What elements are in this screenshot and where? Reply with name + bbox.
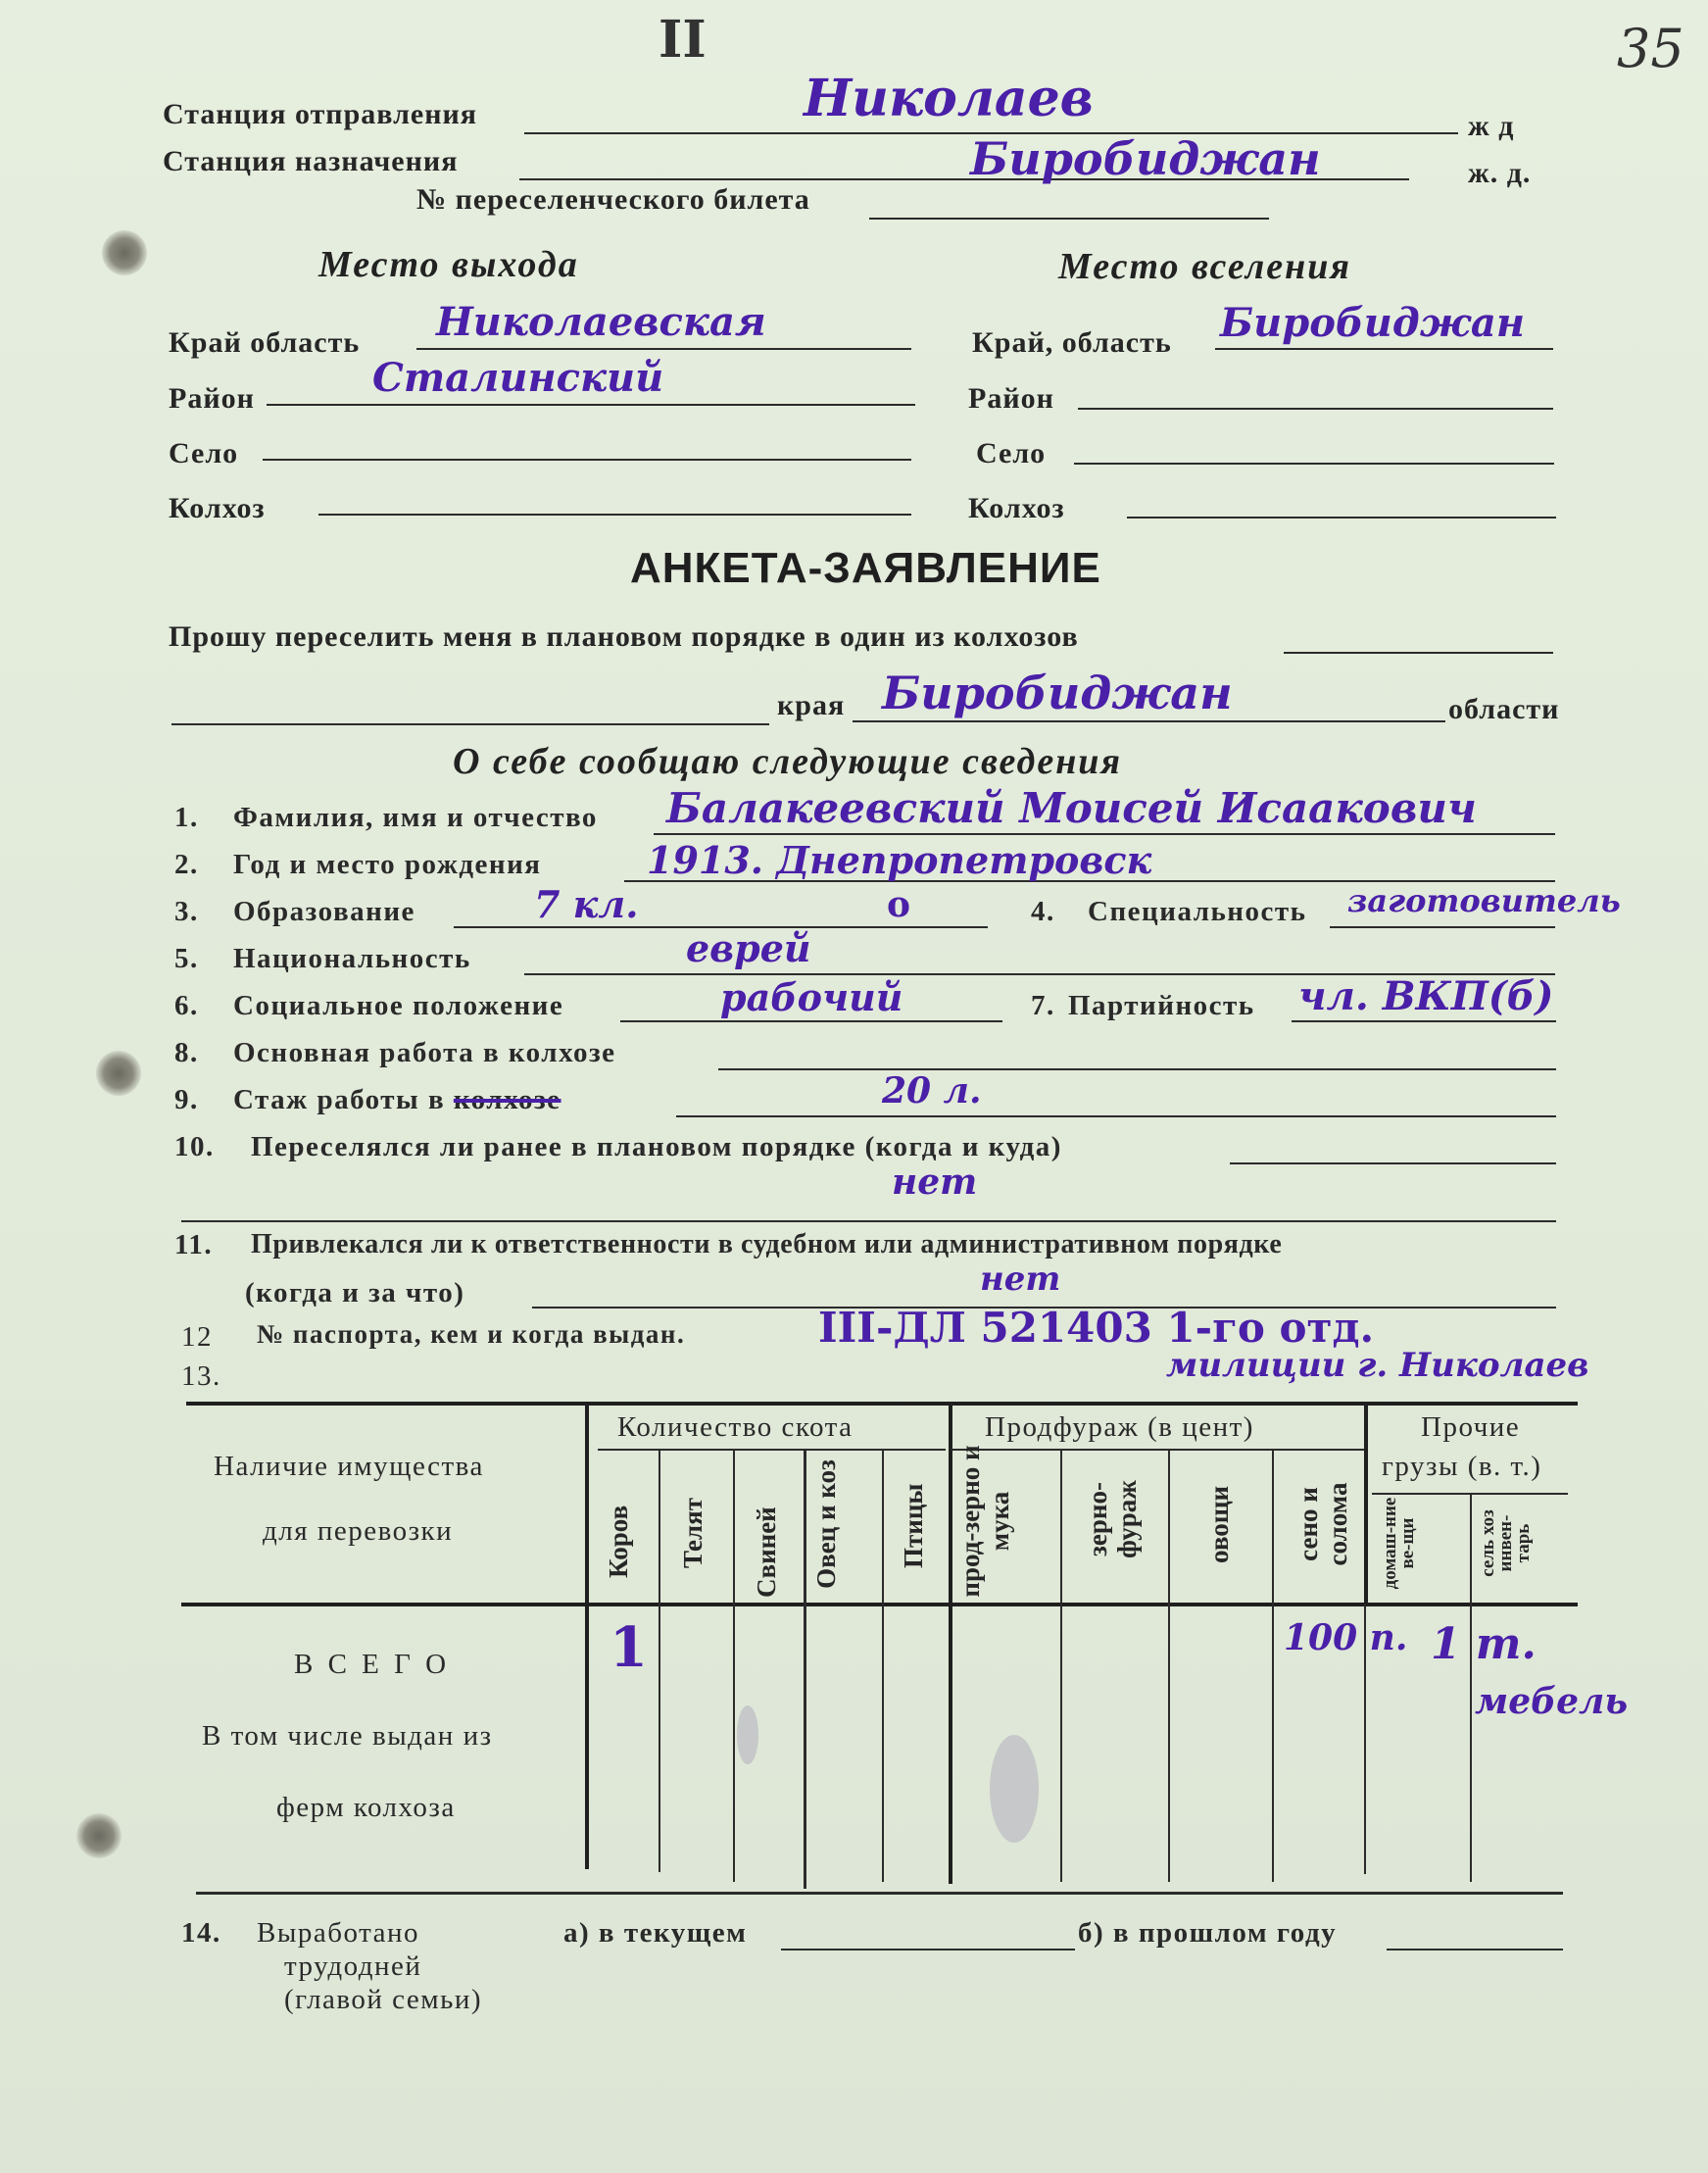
- origin-region-line: [416, 348, 911, 350]
- field-8-line: [718, 1068, 1556, 1070]
- field-9-label: [233, 1084, 561, 1116]
- destination-kolkhoz-line: [1127, 517, 1556, 519]
- field-3-label: Образование: [233, 896, 415, 927]
- field-10-line-2: [181, 1220, 1556, 1222]
- destination-region-label: Край, область: [972, 326, 1172, 359]
- field-9-line: [676, 1115, 1556, 1117]
- row-issued-label-1: В том числе выдан из: [202, 1720, 493, 1752]
- field-3-number: 3.: [174, 896, 199, 927]
- col-label-household: домаш-ние ве-щи: [1380, 1497, 1418, 1590]
- col-div-4: [882, 1451, 884, 1882]
- col-div-2: [733, 1451, 735, 1882]
- col-label-vegetables: овощи: [1204, 1485, 1234, 1563]
- field-1-label: Фамилия, имя и отчество: [233, 802, 598, 833]
- field-12-label: № паспорта, кем и когда выдан.: [257, 1319, 686, 1349]
- destination-village-line: [1074, 463, 1554, 465]
- field-3-extra: о: [887, 884, 911, 925]
- field-7-line: [1292, 1020, 1556, 1022]
- oblast-line: [853, 720, 1445, 722]
- col-label-hay: сено и солома: [1293, 1482, 1352, 1566]
- field-7-value: чл. ВКП(б): [1298, 973, 1554, 1019]
- field-6-line: [620, 1020, 1002, 1022]
- col-label-calves: Телят: [678, 1498, 708, 1568]
- punch-hole-2: [96, 1051, 141, 1096]
- ink-stain-2: [737, 1705, 758, 1764]
- kraya-label: края: [777, 689, 846, 721]
- field-9-label-a: Стаж работы в: [233, 1084, 446, 1115]
- field-10-number: 10.: [174, 1131, 215, 1162]
- col-label-poultry: Птицы: [899, 1483, 928, 1568]
- field-1-line: [654, 833, 1555, 835]
- table-divider-feed: [1364, 1404, 1368, 1603]
- field-2-number: 2.: [174, 849, 199, 880]
- destination-kolkhoz-label: Колхоз: [968, 492, 1065, 524]
- table-left-header-2: для перевозки: [263, 1515, 454, 1547]
- col-div-1: [659, 1451, 660, 1872]
- value-household: 1 т.: [1431, 1619, 1537, 1669]
- table-divider-left-body: [585, 1605, 589, 1869]
- origin-kolkhoz-line: [318, 514, 911, 516]
- field-1-number: 1.: [174, 802, 199, 833]
- field-10-line: [1230, 1162, 1556, 1164]
- punch-hole-3: [76, 1813, 122, 1858]
- footer-last-label: б) в прошлом году: [1078, 1917, 1338, 1949]
- footer-label-2: трудодней: [284, 1951, 422, 1982]
- form-title: АНКЕТА-ЗАЯВЛЕНИЕ: [630, 544, 1101, 592]
- field-9-label-b: колхозе: [453, 1084, 561, 1115]
- departure-station-label: Станция отправления: [163, 98, 478, 130]
- page-number: 35: [1617, 18, 1684, 79]
- row-total-label: В С Е Г О: [294, 1649, 451, 1680]
- table-bottom-border: [196, 1892, 1563, 1895]
- field-6-label: Социальное положение: [233, 990, 564, 1021]
- origin-heading: Место выхода: [318, 244, 579, 285]
- destination-heading: Место вселения: [1058, 246, 1351, 287]
- field-5-value: еврей: [686, 926, 811, 970]
- field-4-value: заготовитель: [1347, 882, 1621, 919]
- field-8-number: 8.: [174, 1037, 199, 1068]
- field-12-number: 12: [181, 1321, 213, 1353]
- col-label-fodder: зерно-фураж: [1083, 1480, 1142, 1558]
- field-6-value: рабочий: [720, 975, 903, 1019]
- col-div-3: [804, 1451, 806, 1889]
- destination-village-label: Село: [976, 437, 1047, 469]
- footer-current-line: [781, 1949, 1075, 1951]
- kraya-line: [171, 723, 769, 725]
- table-divider-left: [585, 1404, 589, 1603]
- col-div-8: [1470, 1495, 1472, 1882]
- field-9-value: 20 л.: [882, 1070, 982, 1111]
- group-other-1: Прочие: [1421, 1411, 1521, 1443]
- destination-district-label: Район: [968, 382, 1054, 415]
- col-label-pigs: Свиней: [752, 1506, 781, 1598]
- oblast-label: области: [1448, 693, 1560, 725]
- group-feed: Продфураж (в цент): [985, 1411, 1254, 1443]
- field-4-line: [1330, 926, 1555, 928]
- ink-stain-1: [990, 1735, 1039, 1843]
- col-div-6: [1168, 1451, 1170, 1882]
- request-line: [1284, 652, 1553, 654]
- group-livestock-line: [598, 1449, 946, 1451]
- roman-marker: II: [659, 10, 707, 70]
- footer-current-label: а) в текущем: [563, 1917, 748, 1949]
- field-7-number: 7.: [1031, 990, 1055, 1021]
- value-hay: 100 п.: [1284, 1617, 1408, 1658]
- col-div-5: [1060, 1451, 1062, 1882]
- footer-number: 14.: [181, 1917, 221, 1949]
- field-2-value: 1913. Днепропетровск: [647, 838, 1152, 882]
- col-label-inventory: сель хоз инвен-тарь: [1478, 1509, 1534, 1577]
- ticket-line: [869, 218, 1269, 220]
- field-2-label: Год и место рождения: [233, 849, 542, 880]
- row-issued-label-2: ферм колхоза: [276, 1792, 456, 1823]
- col-label-grain: прод-зерно и мука: [955, 1445, 1014, 1598]
- value-cows: 1: [610, 1615, 648, 1680]
- destination-station-label: Станция назначения: [163, 145, 459, 177]
- rail-label-2: ж. д.: [1468, 157, 1532, 189]
- origin-kolkhoz-label: Колхоз: [169, 492, 266, 524]
- field-10-label: Переселялся ли ранее в плановом порядке (когда и куда): [251, 1131, 1062, 1162]
- origin-village-line: [263, 459, 911, 461]
- origin-district-label: Район: [169, 382, 255, 415]
- field-10-value: нет: [892, 1161, 978, 1203]
- rail-label-1: ж д: [1468, 110, 1515, 142]
- field-4-number: 4.: [1031, 896, 1055, 927]
- col-label-sheep: Овец и коз: [811, 1459, 841, 1589]
- table-divider-livestock: [949, 1404, 952, 1884]
- field-7-label: Партийность: [1068, 990, 1255, 1021]
- destination-region-value: Биробиджан: [1220, 300, 1525, 346]
- col-label-cows: Коров: [604, 1505, 633, 1578]
- origin-region-value: Николаевская: [436, 299, 766, 345]
- punch-hole-1: [102, 230, 147, 275]
- field-3-value: 7 кл.: [534, 882, 639, 926]
- destination-district-line: [1078, 408, 1553, 410]
- field-11-label: Привлекался ли к ответственности в судебном или административном порядке: [251, 1229, 1283, 1259]
- field-8-label: Основная работа в колхозе: [233, 1037, 616, 1068]
- field-12-value: III-ДЛ 521403 1-го отд.: [818, 1304, 1375, 1352]
- footer-last-line: [1387, 1949, 1563, 1951]
- footer-label-1: Выработано: [257, 1917, 419, 1949]
- departure-station-value: Николаев: [804, 69, 1094, 128]
- field-5-number: 5.: [174, 943, 199, 974]
- origin-district-line: [267, 404, 915, 406]
- field-11-number: 11.: [174, 1229, 214, 1260]
- oblast-value: Биробиджан: [882, 667, 1233, 719]
- table-top-border: [186, 1402, 1578, 1406]
- origin-region-label: Край область: [169, 326, 361, 359]
- field-11-label-2: (когда и за что): [245, 1277, 465, 1309]
- value-household-note: мебель: [1475, 1681, 1629, 1722]
- origin-district-value: Сталинский: [372, 355, 664, 401]
- footer-label-3: (главой семьи): [284, 1984, 483, 2015]
- field-6-number: 6.: [174, 990, 199, 1021]
- field-4-label: Специальность: [1088, 896, 1307, 927]
- field-13-number: 13.: [181, 1360, 221, 1392]
- field-5-label: Национальность: [233, 943, 471, 974]
- table-left-header-1: Наличие имущества: [214, 1451, 484, 1482]
- field-9-number: 9.: [174, 1084, 199, 1115]
- origin-village-label: Село: [169, 437, 239, 469]
- field-1-value: Балакеевский Моисей Исаакович: [666, 784, 1477, 832]
- request-text: Прошу переселить меня в плановом порядке в один из колхозов: [169, 620, 1079, 653]
- group-other-2: грузы (в. т.): [1382, 1451, 1542, 1482]
- col-div-7: [1272, 1451, 1274, 1882]
- destination-region-line: [1215, 348, 1553, 350]
- destination-station-value: Биробиджан: [970, 132, 1321, 185]
- field-11-value: нет: [980, 1259, 1061, 1299]
- ticket-label: № переселенческого билета: [416, 183, 810, 216]
- table-header-bottom: [181, 1603, 1578, 1606]
- info-heading: О себе сообщаю следующие сведения: [453, 741, 1122, 782]
- field-13-value: милиции г. Николаев: [1166, 1346, 1589, 1385]
- group-livestock: Количество скота: [617, 1411, 854, 1443]
